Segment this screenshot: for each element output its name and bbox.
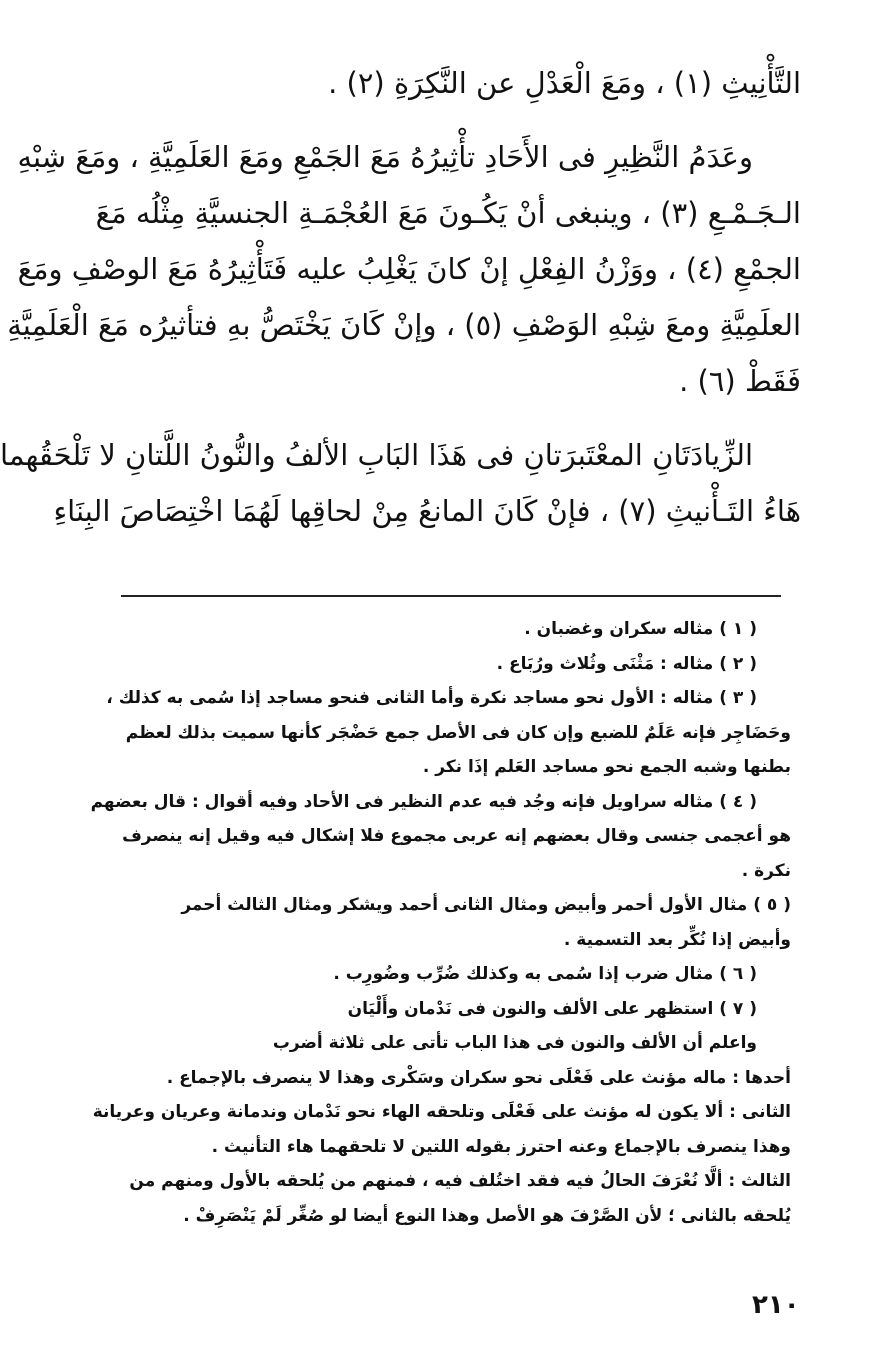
- footnote-line: الثانى : ألا يكون له مؤنث على فَعْلَى وتلحقه الهاء نحو نَدْمان وندمانة وعريان وعريانة: [92, 1102, 791, 1122]
- footnote-line: بطنها وشبه الجمع نحو مساجد العَلم إذَا نكر .: [422, 757, 791, 777]
- footnote-line: وأبيض إذا نُكِّر بعد التسمية .: [563, 929, 791, 950]
- footnote-line: هو أعجمى جنسى وقال بعضهم إنه عربى مجموع فلا إشكال فيه وقيل إنه ينصرف: [122, 826, 791, 846]
- main-line: التَّأْنِيثِ (١) ، ومَعَ الْعَدْلِ عن النَّكِرَةِ (٢) .: [328, 66, 801, 100]
- main-line: الزِّيادَتَانِ المعْتَبرَتانِ فى هَذَا البَابِ الألفُ والنُّونُ اللَّتانِ لا تَلْحَقُهما: [0, 438, 753, 472]
- footnote-line: ( ٤ ) مثاله سراويل فإنه وجُد فيه عدم النظير فى الأحاد وفيه أقوال : قال بعضهم: [90, 791, 757, 812]
- footnote-line: وهذا ينصرف بالإجماع وعنه احترز بقوله اللتين لا تلحقهما هاء التأنيث .: [211, 1136, 791, 1157]
- footnote-line: يُلحقه بالثانى ؛ لأن الصَّرْفَ هو الأصل وهذا النوع أيضا لو صُغِّر لَمْ يَنْصَرِفْ .: [183, 1205, 791, 1226]
- footnotes: [90, 612, 791, 1233]
- footnote-line: ( ٥ ) مثال الأول أحمر وأبيض ومثال الثانى أحمد ويشكر ومثال الثالث أحمر: [181, 895, 791, 915]
- main-line: العلَمِيَّةِ ومعَ شِبْهِ الوَصْفِ (٥) ، وإنْ كَانَ يَخْتَصُّ بهِ فتأثيرُه مَعَ الْعَلَمِيَّةِ: [7, 308, 801, 342]
- footnote-line: أحدها : ماله مؤنث على فَعْلَى نحو سكران وسَكْرى وهذا لا ينصرف بالإجماع .: [166, 1067, 791, 1088]
- page-number: ٢١٠: [752, 1290, 800, 1320]
- footnote-line: ( ٣ ) مثاله : الأول نحو مساجد نكرة وأما الثانى فنحو مساجد إذا سُمى به كذلك ،: [106, 688, 757, 708]
- footnote-line: وحَضَاجِر فإنه عَلَمٌ للضبع وإن كان فى الأصل جمع حَضْجَر كأنها سميت بذلك لعظم: [125, 722, 791, 743]
- footnote-separator: [121, 595, 781, 597]
- footnote-line: نكرة .: [741, 860, 791, 881]
- footnote-line: ( ٦ ) مثال ضرب إذا سُمى به وكذلك ضُرِّب وضُورِب .: [333, 964, 757, 984]
- main-line: هَاءُ التَـأْنيثِ (٧) ، فإنْ كَانَ المانعُ مِنْ لحاقِها لَهُمَا اخْتِصَاصَ البِنَاءِ: [53, 494, 801, 528]
- footnote-line: ( ٢ ) مثاله : مَثْنَى وثُلاث ورُبَاع .: [496, 653, 757, 674]
- main-line: الجمْعِ (٤) ، ووَزْنُ الفِعْلِ إنْ كانَ يَغْلِبُ عليه فَتَأْثِيرُهُ مَعَ الوصْفِ ومَعَ: [17, 252, 801, 286]
- paragraph-gap: [116, 111, 801, 129]
- main-line: فَقَطْ (٦) .: [679, 364, 801, 398]
- footnote-line: واعلم أن الألف والنون فى هذا الباب تأتى على ثلاثة أضرب: [272, 1033, 757, 1053]
- footnote-line: ( ١ ) مثاله سكران وغضبان .: [524, 619, 757, 639]
- main-line: وعَدَمُ النَّظِيرِ فى الأَحَادِ تأْثِيرُهُ مَعَ الجَمْعِ ومَعَ العَلَمِيَّةِ ، ومَعَ شِبْهِ: [17, 140, 753, 174]
- main-text: [0, 55, 801, 539]
- main-line: الـجَـمْـعِ (٣) ، وينبغى أنْ يَكُـونَ مَعَ العُجْمَـةِ الجنسيَّةِ مِثْلُه مَعَ: [95, 196, 801, 230]
- paragraph-gap: [116, 409, 801, 427]
- footnote-line: ( ٧ ) استظهر على الألف والنون فى نَدْمان وأَلْيَان: [347, 998, 757, 1019]
- footnote-line: الثالث : ألَّا نُعْرَفَ الحالُ فيه فقد اختُلف فيه ، فمنهم من يُلحقه بالأول ومنهم من: [129, 1171, 791, 1191]
